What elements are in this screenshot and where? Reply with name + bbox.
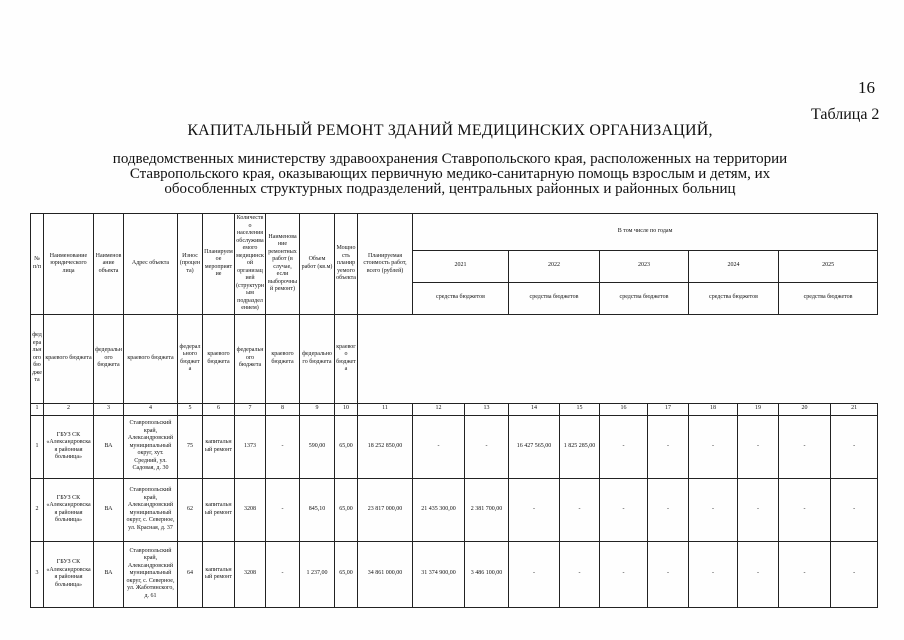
header-year-2021: 2021 bbox=[413, 250, 509, 282]
cell-2024-regional: - bbox=[738, 478, 779, 541]
cell-2025-federal: - bbox=[779, 541, 831, 607]
column-number: 4 bbox=[124, 403, 178, 415]
header-budget-funds: средства бюджетов bbox=[509, 282, 600, 314]
column-number: 8 bbox=[266, 403, 300, 415]
header-regional: краевого бюджета bbox=[203, 314, 235, 403]
header-regional: краевого бюджета bbox=[124, 314, 178, 403]
header-federal: федерального бюджета bbox=[178, 314, 203, 403]
cell-entity: ГБУЗ СК «Александровская районная больница» bbox=[44, 478, 94, 541]
cell-2022-regional: 1 825 285,00 bbox=[560, 415, 600, 478]
cell-2021-federal: 21 435 300,00 bbox=[413, 478, 465, 541]
column-number: 10 bbox=[335, 403, 358, 415]
header-wear: Износ (процента) bbox=[178, 214, 203, 315]
cell-power: 65,00 bbox=[335, 478, 358, 541]
header-federal: федерального бюджета bbox=[300, 314, 335, 403]
cell-2022-regional: - bbox=[560, 541, 600, 607]
cell-planned-cost: 34 861 000,00 bbox=[358, 541, 413, 607]
column-number: 3 bbox=[94, 403, 124, 415]
page-number: 16 bbox=[858, 78, 875, 97]
column-number: 17 bbox=[648, 403, 689, 415]
table-row bbox=[31, 415, 878, 478]
cell-2021-federal: - bbox=[413, 415, 465, 478]
cell-volume: 590,00 bbox=[300, 415, 335, 478]
header-volume: Объем работ (кв.м) bbox=[300, 214, 335, 315]
cell-capacity: 1373 bbox=[235, 415, 266, 478]
header-budget-funds: средства бюджетов bbox=[779, 282, 878, 314]
cell-object-name: ВА bbox=[94, 541, 124, 607]
header-num: № п/п bbox=[31, 214, 44, 315]
cell-planned-repair: капитальный ремонт bbox=[203, 478, 235, 541]
header-year-2024: 2024 bbox=[689, 250, 779, 282]
column-number: 15 bbox=[560, 403, 600, 415]
column-number: 13 bbox=[465, 403, 509, 415]
cell-capacity: 3208 bbox=[235, 541, 266, 607]
cell-2025-federal: - bbox=[779, 478, 831, 541]
cell-wear: 62 bbox=[178, 478, 203, 541]
cell-power: 65,00 bbox=[335, 541, 358, 607]
cell-planned-cost: 23 817 000,00 bbox=[358, 478, 413, 541]
column-number: 11 bbox=[358, 403, 413, 415]
cell-2023-federal: - bbox=[600, 478, 648, 541]
cell-object-name: ВА bbox=[94, 478, 124, 541]
cell-address: Ставропольский край, Александровский муниципальный округ, с. Северное, ул. Жаботинского, д. 61 bbox=[124, 541, 178, 607]
cell-object-name: ВА bbox=[94, 415, 124, 478]
table-label: Таблица 2 bbox=[811, 106, 880, 123]
header-power: Мощность планируемого объекта bbox=[335, 214, 358, 315]
header-object-name: Наименование объекта bbox=[94, 214, 124, 315]
header-planned-repair: Планируемое мероприятие bbox=[203, 214, 235, 315]
cell-2024-federal: - bbox=[689, 541, 738, 607]
column-number: 9 bbox=[300, 403, 335, 415]
cell-2025-regional: - bbox=[831, 415, 878, 478]
cell-2023-federal: - bbox=[600, 415, 648, 478]
cell-repair-works: - bbox=[266, 541, 300, 607]
cell-2025-regional: - bbox=[831, 478, 878, 541]
cell-power: 65,00 bbox=[335, 415, 358, 478]
column-number: 5 bbox=[178, 403, 203, 415]
cell-2025-regional: - bbox=[831, 541, 878, 607]
column-number: 1 bbox=[31, 403, 44, 415]
cell-wear: 75 bbox=[178, 415, 203, 478]
header-federal: федерального бюджета bbox=[235, 314, 266, 403]
column-number: 12 bbox=[413, 403, 465, 415]
column-number: 18 bbox=[689, 403, 738, 415]
header-repair-works: Наименование ремонтных работ (в случае, если выборочный ремонт) bbox=[266, 214, 300, 315]
cell-2022-federal: 16 427 565,00 bbox=[509, 415, 560, 478]
cell-2021-regional: 3 486 100,00 bbox=[465, 541, 509, 607]
cell-2023-federal: - bbox=[600, 541, 648, 607]
header-year-2023: 2023 bbox=[600, 250, 689, 282]
document-subtitle: подведомственных министерству здравоохранения Ставропольского края, расположенных на территории Ставропольского края, оказывающих первичную медико-санитарную помощь взрослым и детям, их обособленных структурных подразделений, центральных районных и районных больниц bbox=[112, 151, 788, 197]
table-row bbox=[31, 541, 878, 607]
cell-2022-federal: - bbox=[509, 478, 560, 541]
document-title: КАПИТАЛЬНЫЙ РЕМОНТ ЗДАНИЙ МЕДИЦИНСКИХ ОРГАНИЗАЦИЙ, bbox=[187, 122, 713, 139]
header-budget-funds: средства бюджетов bbox=[413, 282, 509, 314]
cell-2021-federal: 31 374 900,00 bbox=[413, 541, 465, 607]
header-capacity: Количество населения обслуживаемого медицинской организацией (структурным подразделением) bbox=[235, 214, 266, 315]
column-number: 2 bbox=[44, 403, 94, 415]
cell-2024-federal: - bbox=[689, 478, 738, 541]
cell-address: Ставропольский край, Александровский муниципальный округ, хут. Средний, ул. Садовая, д. 30 bbox=[124, 415, 178, 478]
header-federal: федерального бюджета bbox=[94, 314, 124, 403]
cell-2022-federal: - bbox=[509, 541, 560, 607]
header-federal: федерального бюджета bbox=[31, 314, 44, 403]
cell-2023-regional: - bbox=[648, 478, 689, 541]
cell-volume: 845,10 bbox=[300, 478, 335, 541]
cell-2023-regional: - bbox=[648, 541, 689, 607]
cell-repair-works: - bbox=[266, 415, 300, 478]
cell-2024-regional: - bbox=[738, 541, 779, 607]
cell-num: 1 bbox=[31, 415, 44, 478]
table-row bbox=[31, 478, 878, 541]
cell-entity: ГБУЗ СК «Александровская районная больница» bbox=[44, 415, 94, 478]
cell-2021-regional: - bbox=[465, 415, 509, 478]
column-number: 21 bbox=[831, 403, 878, 415]
cell-2024-federal: - bbox=[689, 415, 738, 478]
header-year-2025: 2025 bbox=[779, 250, 878, 282]
cell-volume: 1 237,00 bbox=[300, 541, 335, 607]
column-number: 6 bbox=[203, 403, 235, 415]
column-number: 7 bbox=[235, 403, 266, 415]
column-number-row bbox=[31, 403, 878, 415]
cell-2021-regional: 2 381 700,00 bbox=[465, 478, 509, 541]
header-year-2022: 2022 bbox=[509, 250, 600, 282]
cell-num: 2 bbox=[31, 478, 44, 541]
cell-planned-repair: капитальный ремонт bbox=[203, 415, 235, 478]
header-budget-funds: средства бюджетов bbox=[689, 282, 779, 314]
cell-planned-repair: капитальный ремонт bbox=[203, 541, 235, 607]
header-regional: краевого бюджета bbox=[44, 314, 94, 403]
header-regional: краевого бюджета bbox=[266, 314, 300, 403]
cell-repair-works: - bbox=[266, 478, 300, 541]
cell-2024-regional: - bbox=[738, 415, 779, 478]
header-planned-cost: Планируемая стоимость работ, всего (рублей) bbox=[358, 214, 413, 315]
header-regional: краевого бюджета bbox=[335, 314, 358, 403]
cell-2022-regional: - bbox=[560, 478, 600, 541]
cell-wear: 64 bbox=[178, 541, 203, 607]
cell-entity: ГБУЗ СК «Александровская районная больница» bbox=[44, 541, 94, 607]
cell-2025-federal: - bbox=[779, 415, 831, 478]
header-budget-funds: средства бюджетов bbox=[600, 282, 689, 314]
header-by-year: В том числе по годам bbox=[413, 214, 878, 251]
header-address: Адрес объекта bbox=[124, 214, 178, 315]
column-number: 14 bbox=[509, 403, 560, 415]
capital-repair-table bbox=[30, 213, 878, 608]
cell-planned-cost: 18 252 850,00 bbox=[358, 415, 413, 478]
cell-capacity: 3208 bbox=[235, 478, 266, 541]
column-number: 19 bbox=[738, 403, 779, 415]
column-number: 16 bbox=[600, 403, 648, 415]
cell-num: 3 bbox=[31, 541, 44, 607]
cell-address: Ставропольский край, Александровский муниципальный округ, с. Северное, ул. Красная, д. 37 bbox=[124, 478, 178, 541]
cell-2023-regional: - bbox=[648, 415, 689, 478]
header-entity: Наименование юридического лица bbox=[44, 214, 94, 315]
column-number: 20 bbox=[779, 403, 831, 415]
